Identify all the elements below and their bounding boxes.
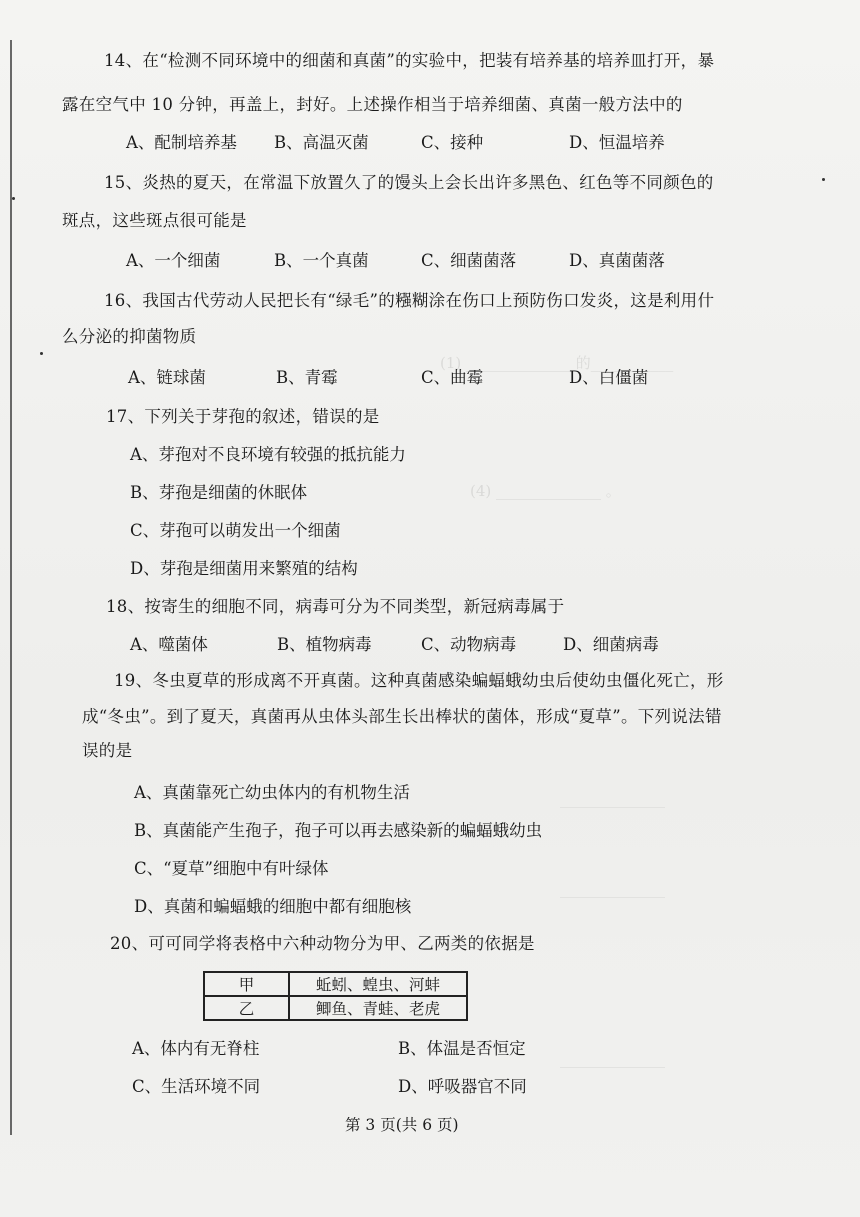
table-row — [204, 996, 467, 1020]
page-edge-line — [10, 40, 12, 1135]
q20-option-d: D、呼吸器官不同 — [398, 1077, 527, 1096]
q19-option-b: B、真菌能产生孢子，孢子可以再去感染新的蝙蝠蛾幼虫 — [134, 821, 543, 840]
speck — [12, 197, 15, 200]
q16-option-b: B、青霉 — [276, 368, 338, 387]
q19-option-d: D、真菌和蝙蝠蛾的细胞中都有细胞核 — [134, 897, 412, 916]
q19-option-a: A、真菌靠死亡幼虫体内的有机物生活 — [134, 783, 410, 802]
q16-option-a: A、链球菌 — [128, 368, 206, 387]
question-17-stem: 17、下列关于芽孢的叙述，错误的是 — [106, 407, 380, 426]
q18-option-d: D、细菌病毒 — [563, 635, 659, 654]
speck — [822, 178, 825, 181]
q17-option-d: D、芽孢是细菌用来繁殖的结构 — [130, 559, 358, 578]
question-15-line-1: 15、炎热的夏天，在常温下放置久了的馒头上会长出许多黑色、红色等不同颜色的 — [104, 173, 714, 192]
q16-option-c: C、曲霉 — [421, 368, 484, 387]
table-cell-group: 甲 — [204, 972, 289, 996]
table-cell-animals: 蚯蚓、蝗虫、河蚌 — [289, 972, 467, 996]
question-14-line-2: 露在空气中 10 分钟，再盖上，封好。上述操作相当于培养细菌、真菌一般方法中的 — [62, 95, 683, 114]
q18-option-c: C、动物病毒 — [421, 635, 517, 654]
table-cell-animals: 鲫鱼、青蛙、老虎 — [289, 996, 467, 1020]
classification-table — [203, 971, 468, 1021]
q14-option-a: A、配制培养基 — [126, 133, 237, 152]
question-19-line-2: 成“冬虫”。到了夏天，真菌再从虫体头部生长出棒状的菌体，形成“夏草”。下列说法错 — [82, 707, 722, 726]
q17-option-c: C、芽孢可以萌发出一个细菌 — [130, 521, 341, 540]
q17-option-a: A、芽孢对不良环境有较强的抵抗能力 — [130, 445, 406, 464]
q16-option-d: D、白僵菌 — [569, 368, 649, 387]
bleed-through-text: (4) ______________ 。 — [470, 482, 621, 500]
table-row — [204, 972, 467, 996]
q17-option-b: B、芽孢是细菌的休眠体 — [130, 483, 308, 502]
q15-option-b: B、一个真菌 — [274, 251, 369, 270]
question-16-line-1: 16、我国古代劳动人民把长有“绿毛”的糨糊涂在伤口上预防伤口发炎，这是利用什 — [104, 291, 715, 310]
q18-option-a: A、噬菌体 — [130, 635, 208, 654]
bleed-through-text: ______________ — [560, 880, 665, 898]
speck — [40, 352, 43, 355]
q15-option-c: C、细菌菌落 — [421, 251, 517, 270]
q15-option-a: A、一个细菌 — [126, 251, 221, 270]
question-19-line-1: 19、冬虫夏草的形成离不开真菌。这种真菌感染蝙蝠蛾幼虫后使幼虫僵化死亡，形 — [114, 671, 724, 690]
question-16-line-2: 么分泌的抑菌物质 — [62, 327, 197, 346]
bleed-through-text: ______________ — [560, 1050, 665, 1068]
q14-option-d: D、恒温培养 — [569, 133, 665, 152]
q20-option-b: B、体温是否恒定 — [398, 1039, 526, 1058]
question-14-line-1: 14、在“检测不同环境中的细菌和真菌”的实验中，把装有培养基的培养皿打开，暴 — [104, 51, 715, 70]
q19-option-c: C、“夏草”细胞中有叶绿体 — [134, 859, 329, 878]
q14-option-b: B、高温灭菌 — [274, 133, 369, 152]
question-15-line-2: 斑点，这些斑点很可能是 — [62, 211, 247, 230]
bleed-through-text: ______________ — [560, 790, 665, 808]
q18-option-b: B、植物病毒 — [277, 635, 372, 654]
q20-option-a: A、体内有无脊柱 — [132, 1039, 260, 1058]
question-20-stem: 20、可可同学将表格中六种动物分为甲、乙两类的依据是 — [110, 934, 535, 953]
bleed-through-text: (1) ______________ 的___________ — [440, 354, 674, 372]
q20-option-c: C、生活环境不同 — [132, 1077, 261, 1096]
q14-option-c: C、接种 — [421, 133, 484, 152]
page-number-footer: 第 3 页(共 6 页) — [345, 1116, 459, 1134]
q15-option-d: D、真菌菌落 — [569, 251, 665, 270]
question-18-stem: 18、按寄生的细胞不同，病毒可分为不同类型，新冠病毒属于 — [106, 597, 565, 616]
question-19-line-3: 误的是 — [82, 741, 133, 760]
table-cell-group: 乙 — [204, 996, 289, 1020]
